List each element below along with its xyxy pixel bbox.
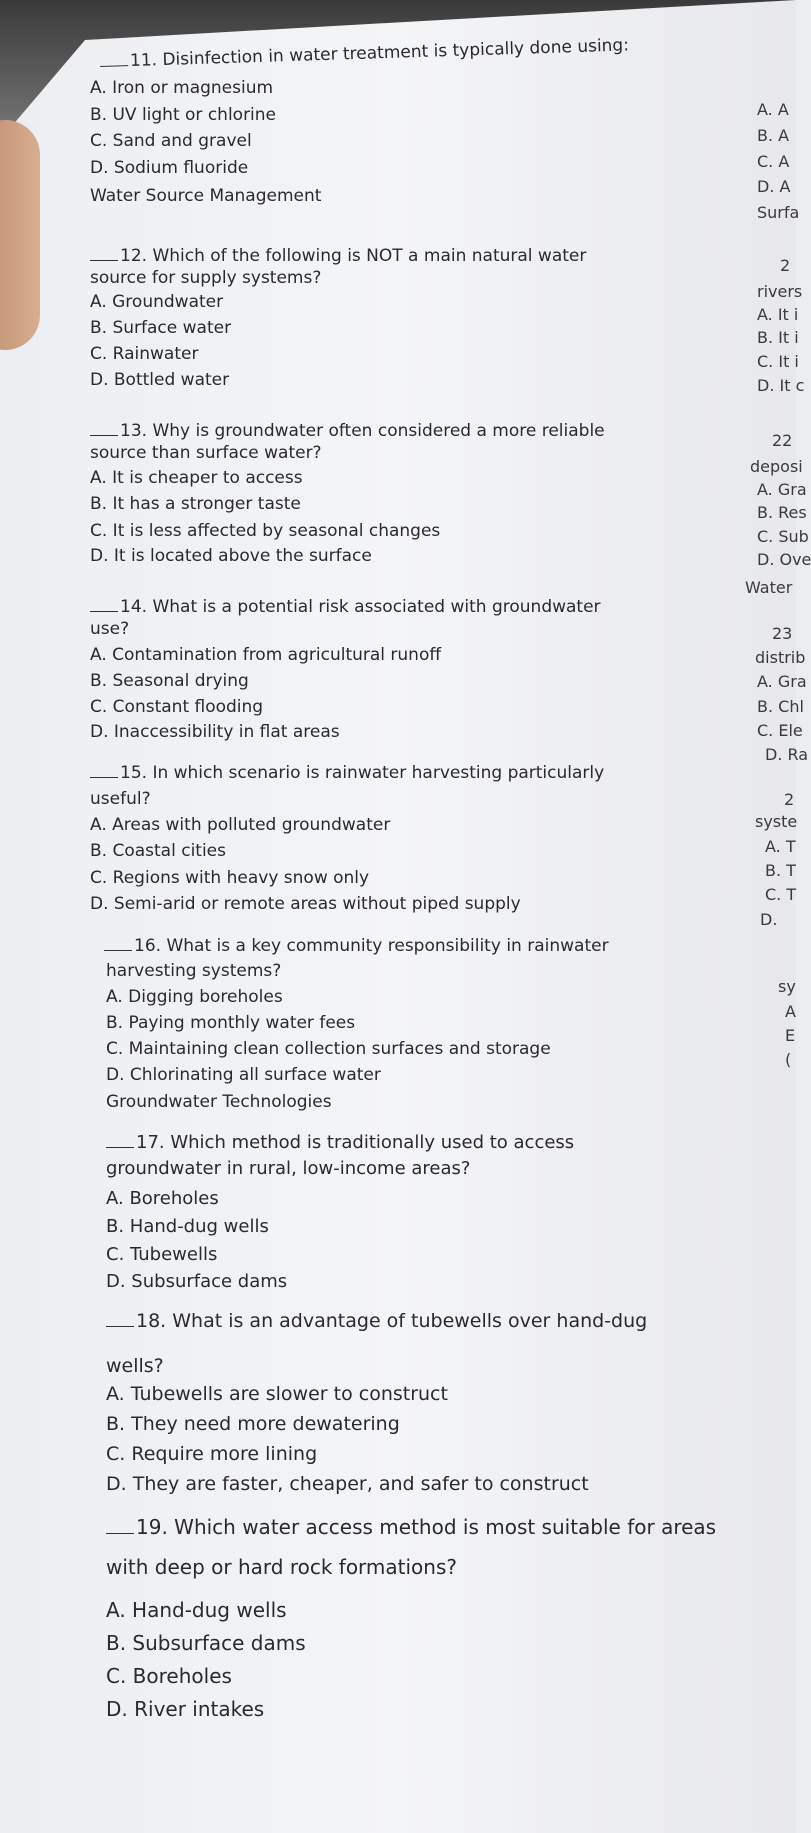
right-column-text: 23	[772, 624, 793, 643]
q17-option-c: C. Tubewells	[106, 1244, 218, 1265]
q14-option-a: A. Contamination from agricultural runoff	[90, 645, 442, 665]
question-16: 16. What is a key community responsibility in rainwater	[104, 936, 609, 956]
right-column-text: syste	[755, 812, 798, 831]
right-column-text: A. Gra	[757, 672, 807, 691]
question-16-line2: harvesting systems?	[106, 961, 282, 981]
right-column-text: C. Sub	[757, 527, 809, 546]
right-column-text: D. Ra	[765, 745, 809, 764]
section-water-source-management: Water Source Management	[90, 186, 322, 206]
right-column-text: A. It i	[757, 305, 799, 324]
q17-option-d: D. Subsurface dams	[106, 1271, 288, 1292]
right-column-text: B. T	[765, 861, 796, 880]
question-14: 14. What is a potential risk associated with groundwater	[90, 597, 601, 617]
answer-blank[interactable]	[106, 1533, 134, 1534]
right-column-text: B. A	[757, 126, 790, 145]
right-column-text: A. T	[765, 837, 796, 856]
right-column-text: A. A	[757, 100, 789, 119]
right-column-text: B. Chl	[757, 697, 804, 716]
q15-option-b: B. Coastal cities	[90, 841, 226, 861]
right-column-text: deposi	[750, 457, 803, 476]
answer-blank[interactable]	[90, 777, 118, 778]
q14-option-b: B. Seasonal drying	[90, 671, 249, 691]
right-column-text: D. It c	[757, 376, 805, 395]
section-groundwater-technologies: Groundwater Technologies	[106, 1092, 332, 1112]
q16-option-c: C. Maintaining clean collection surfaces and storage	[106, 1039, 551, 1059]
q17-option-a: A. Boreholes	[106, 1188, 219, 1209]
right-column-text: Water	[745, 578, 793, 597]
question-19: 19. Which water access method is most suitable for areas	[106, 1515, 716, 1539]
right-column-text: 22	[772, 431, 793, 450]
q13-option-a: A. It is cheaper to access	[90, 468, 303, 488]
q13-option-b: B. It has a stronger taste	[90, 494, 301, 514]
question-18-line2: wells?	[106, 1355, 164, 1377]
q15-option-d: D. Semi-arid or remote areas without piped supply	[90, 894, 521, 914]
q15-option-c: C. Regions with heavy snow only	[90, 868, 370, 888]
q19-option-b: B. Subsurface dams	[106, 1631, 306, 1655]
question-15: 15. In which scenario is rainwater harvesting particularly	[90, 763, 604, 783]
question-18: 18. What is an advantage of tubewells over hand-dug	[106, 1310, 647, 1332]
question-11: 11. Disinfection in water treatment is typically done using:	[100, 35, 630, 72]
right-column-text: B. Res	[757, 503, 807, 522]
right-column-text: B. It i	[757, 328, 799, 347]
q18-option-a: A. Tubewells are slower to construct	[106, 1383, 448, 1405]
right-column-text: distrib	[755, 648, 806, 667]
question-17: 17. Which method is traditionally used to access	[106, 1132, 574, 1153]
answer-blank[interactable]	[104, 950, 132, 951]
q18-option-b: B. They need more dewatering	[106, 1413, 400, 1435]
right-column-text: Surfa	[757, 203, 800, 222]
q12-option-a: A. Groundwater	[90, 292, 224, 312]
q14-option-c: C. Constant flooding	[90, 697, 264, 717]
answer-blank[interactable]	[90, 260, 118, 261]
q17-option-b: B. Hand-dug wells	[106, 1216, 269, 1237]
question-19-line2: with deep or hard rock formations?	[106, 1555, 458, 1579]
q14-option-d: D. Inaccessibility in flat areas	[90, 722, 340, 742]
q11-option-d: D. Sodium fluoride	[90, 158, 249, 178]
q19-option-c: C. Boreholes	[106, 1664, 232, 1688]
question-12: 12. Which of the following is NOT a main natural water	[90, 246, 586, 266]
question-14-line2: use?	[90, 619, 130, 639]
q11-option-c: C. Sand and gravel	[90, 131, 252, 151]
right-column-text: E	[785, 1026, 796, 1045]
right-column-text: A	[785, 1002, 796, 1021]
q19-option-d: D. River intakes	[106, 1697, 265, 1721]
right-column-text: rivers	[757, 282, 803, 301]
right-column-text: D.	[760, 910, 778, 929]
q19-option-a: A. Hand-dug wells	[106, 1598, 287, 1622]
q13-option-c: C. It is less affected by seasonal changes	[90, 521, 441, 541]
right-column-text: D. A	[757, 177, 791, 196]
q12-option-d: D. Bottled water	[90, 370, 230, 390]
q11-option-b: B. UV light or chlorine	[90, 105, 277, 125]
question-15-line2: useful?	[90, 789, 151, 809]
q16-option-d: D. Chlorinating all surface water	[106, 1065, 381, 1085]
q13-option-d: D. It is located above the surface	[90, 546, 372, 566]
right-column-text: C. T	[765, 885, 797, 904]
q16-option-b: B. Paying monthly water fees	[106, 1013, 356, 1033]
right-column-text: D. Ove	[757, 550, 811, 569]
q12-option-b: B. Surface water	[90, 318, 232, 338]
question-17-line2: groundwater in rural, low-income areas?	[106, 1158, 471, 1179]
right-column-text: sy	[778, 977, 796, 996]
answer-blank[interactable]	[90, 435, 118, 436]
question-13: 13. Why is groundwater often considered a more reliable	[90, 421, 605, 441]
answer-blank[interactable]	[100, 65, 128, 67]
question-12-line2: source for supply systems?	[90, 268, 322, 288]
right-column-text: 2	[784, 790, 795, 809]
q18-option-d: D. They are faster, cheaper, and safer to construct	[106, 1473, 589, 1495]
right-column-text: C. A	[757, 152, 790, 171]
right-column-text: (	[785, 1050, 792, 1069]
right-column-text: C. It i	[757, 352, 799, 371]
right-column-text: 2	[780, 256, 791, 275]
question-13-line2: source than surface water?	[90, 443, 322, 463]
answer-blank[interactable]	[106, 1326, 134, 1327]
right-column-text: C. Ele	[757, 721, 803, 740]
q18-option-c: C. Require more lining	[106, 1443, 318, 1465]
answer-blank[interactable]	[90, 611, 118, 612]
q11-option-a: A. Iron or magnesium	[90, 78, 274, 98]
q15-option-a: A. Areas with polluted groundwater	[90, 815, 391, 835]
answer-blank[interactable]	[106, 1147, 134, 1148]
right-column-text: A. Gra	[757, 480, 807, 499]
q16-option-a: A. Digging boreholes	[106, 987, 283, 1007]
q12-option-c: C. Rainwater	[90, 344, 199, 364]
